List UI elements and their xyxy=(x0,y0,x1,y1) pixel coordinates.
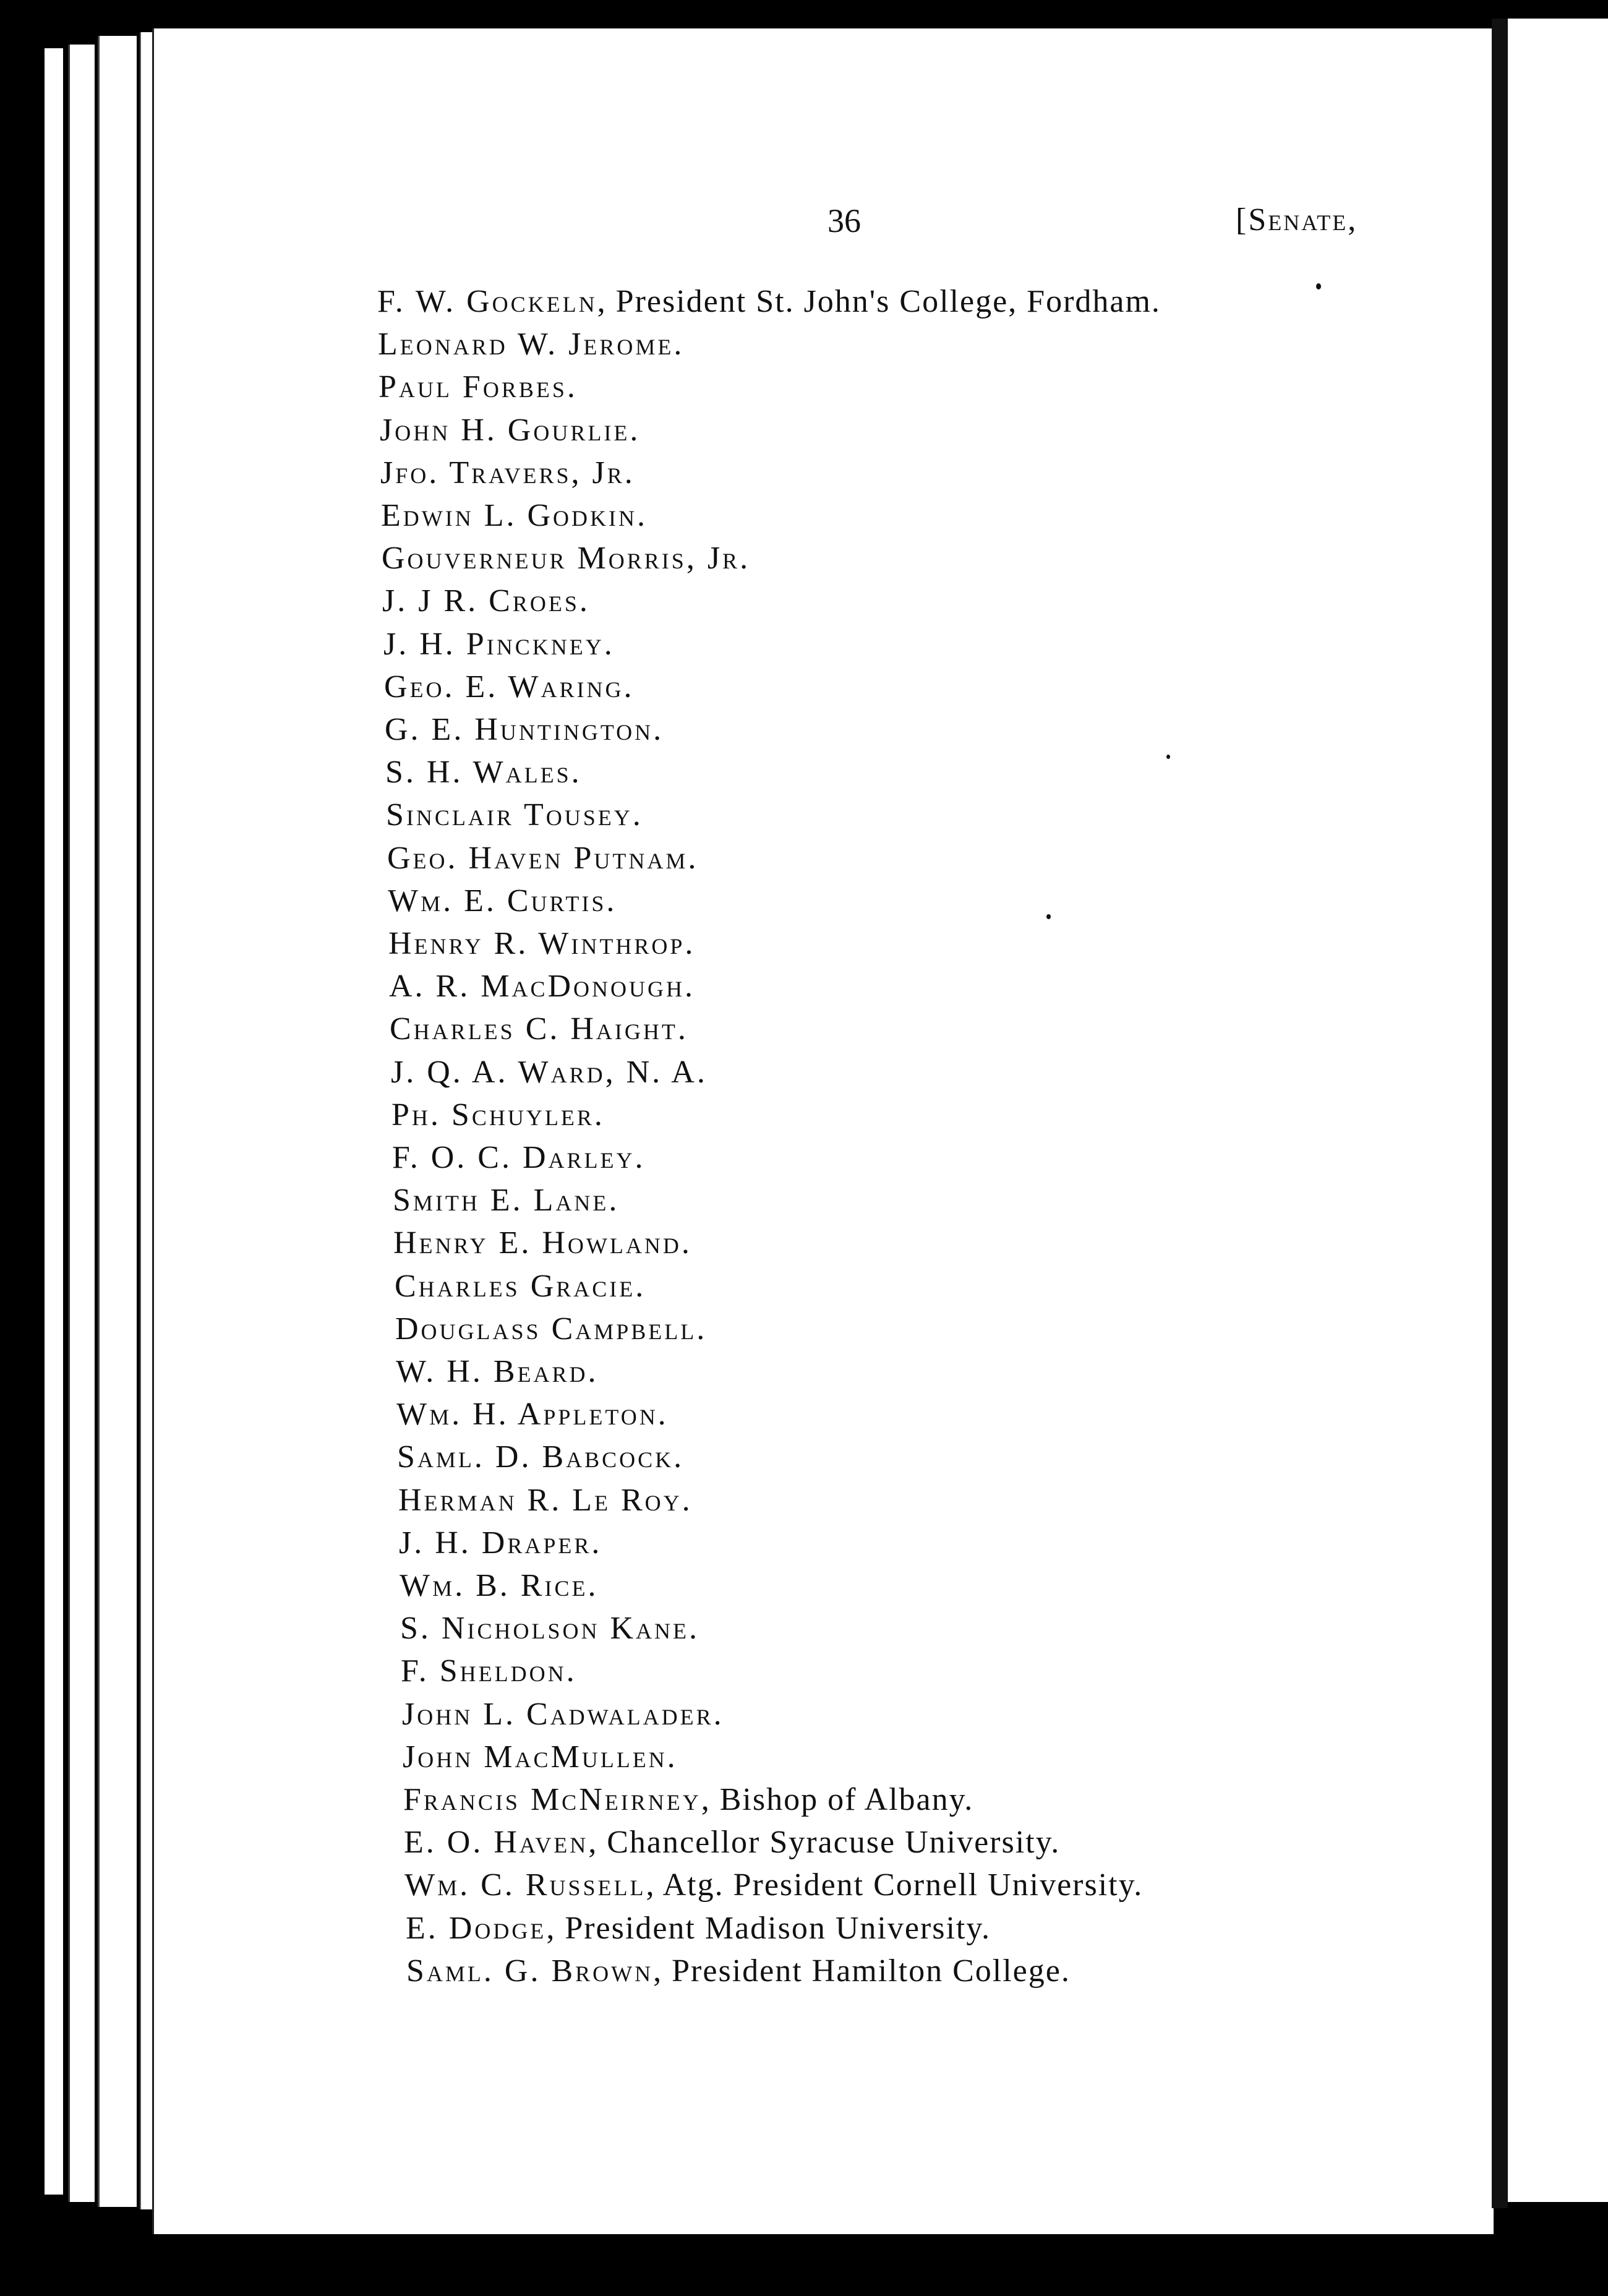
list-item xyxy=(385,754,582,790)
list-item xyxy=(403,1781,973,1818)
list-item xyxy=(385,711,664,748)
member-name: Paul Forbes. xyxy=(378,369,578,405)
member-name: W. H. Beard. xyxy=(396,1354,599,1389)
list-item xyxy=(380,455,635,491)
list-item xyxy=(383,626,615,662)
list-item xyxy=(388,883,617,919)
list-item xyxy=(400,1567,598,1604)
member-name: Wm. H. Appleton. xyxy=(396,1397,669,1432)
member-name: Sinclair Tousey. xyxy=(386,797,643,833)
scan-speck xyxy=(1316,283,1321,289)
member-name: J. J R. Croes. xyxy=(382,583,590,619)
list-item xyxy=(393,1225,692,1261)
list-item xyxy=(377,283,1161,320)
scan-speck xyxy=(1166,755,1170,759)
scan-speck xyxy=(1046,914,1051,919)
member-name: Gouverneur Morris, Jr. xyxy=(382,541,751,576)
member-name: Saml. G. Brown xyxy=(406,1953,654,1989)
member-name: Francis McNeirney xyxy=(403,1782,701,1817)
member-name: Douglass Campbell. xyxy=(395,1311,708,1347)
member-name: Wm. C. Russell xyxy=(404,1867,646,1903)
list-item xyxy=(391,1054,708,1090)
member-name: Charles Gracie. xyxy=(395,1269,646,1304)
list-item xyxy=(397,1439,684,1475)
list-item xyxy=(389,968,695,1004)
list-item xyxy=(392,1139,646,1176)
member-name: A. R. MacDonough. xyxy=(389,969,696,1004)
list-item xyxy=(404,1824,1060,1861)
page-edge xyxy=(98,36,137,2207)
list-item xyxy=(401,1653,577,1689)
member-name: Smith E. Lane. xyxy=(393,1183,620,1218)
list-item xyxy=(399,1525,602,1561)
member-name: Jfo. Travers, Jr. xyxy=(380,455,635,490)
list-item xyxy=(393,1182,619,1219)
member-name: Henry R. Winthrop. xyxy=(388,926,696,961)
list-item xyxy=(400,1610,699,1647)
member-title: , President St. John's College, Fordham. xyxy=(597,284,1161,319)
list-item xyxy=(384,669,634,705)
list-item xyxy=(382,540,750,576)
member-name: S. Nicholson Kane. xyxy=(400,1611,700,1646)
member-name: S. H. Wales. xyxy=(385,755,582,790)
member-name: F. O. C. Darley. xyxy=(392,1140,646,1175)
member-title: , Chancellor Syracuse University. xyxy=(588,1825,1061,1860)
member-name: Wm. B. Rice. xyxy=(400,1568,599,1603)
binding-gutter xyxy=(1492,19,1508,2208)
member-name: Geo. E. Waring. xyxy=(384,669,635,705)
member-name: Ph. Schuyler. xyxy=(391,1097,605,1133)
member-name: J. H. Pinckney. xyxy=(383,627,615,662)
member-name: Geo. Haven Putnam. xyxy=(387,841,699,876)
member-name: Leonard W. Jerome. xyxy=(378,327,685,362)
member-name: Herman R. Le Roy. xyxy=(398,1483,693,1518)
member-name: Saml. D. Babcock. xyxy=(397,1439,685,1475)
member-title: , President Madison University. xyxy=(546,1911,991,1946)
list-item xyxy=(391,1097,605,1133)
list-item xyxy=(396,1396,669,1433)
member-name: E. O. Haven xyxy=(404,1825,589,1860)
member-name: Edwin L. Godkin. xyxy=(381,498,648,533)
member-name: Henry E. Howland. xyxy=(393,1225,692,1261)
member-name: Charles C. Haight. xyxy=(390,1011,688,1047)
book-page xyxy=(152,28,1494,2234)
member-name: F. Sheldon. xyxy=(401,1653,577,1689)
member-name: G. E. Huntington. xyxy=(385,712,664,747)
member-name: John H. Gourlie. xyxy=(380,413,641,448)
list-item xyxy=(396,1353,599,1390)
list-item xyxy=(378,369,578,405)
list-item xyxy=(390,1011,688,1047)
member-title: , Atg. President Cornell University. xyxy=(646,1867,1144,1903)
page-edge xyxy=(45,48,63,2195)
list-item xyxy=(380,412,640,448)
member-name: J. Q. A. Ward, N. A. xyxy=(391,1055,708,1090)
list-item xyxy=(381,497,648,534)
list-item xyxy=(403,1739,678,1775)
list-item xyxy=(395,1311,707,1347)
member-title: , Bishop of Albany. xyxy=(701,1782,974,1817)
member-name: John MacMullen. xyxy=(403,1739,678,1775)
list-item xyxy=(404,1867,1143,1903)
facing-page xyxy=(1508,19,1608,2202)
member-name: John L. Cadwalader. xyxy=(402,1697,724,1732)
member-name: E. Dodge xyxy=(406,1911,547,1946)
list-item xyxy=(388,925,695,962)
list-item xyxy=(378,326,684,362)
member-name: J. H. Draper. xyxy=(399,1525,602,1561)
list-item xyxy=(406,1953,1071,1989)
member-name: F. W. Gockeln xyxy=(377,284,597,319)
running-head: [Senate, xyxy=(1236,202,1358,238)
list-item xyxy=(382,583,590,619)
list-item xyxy=(387,840,698,876)
member-title: , President Hamilton College. xyxy=(653,1953,1071,1989)
list-item xyxy=(402,1696,724,1733)
member-name: Wm. E. Curtis. xyxy=(388,883,617,919)
list-item xyxy=(395,1268,646,1304)
list-item xyxy=(386,797,643,833)
list-item xyxy=(398,1482,693,1519)
page-edge xyxy=(68,45,95,2202)
page-number: 36 xyxy=(828,202,861,239)
list-item xyxy=(406,1910,991,1947)
